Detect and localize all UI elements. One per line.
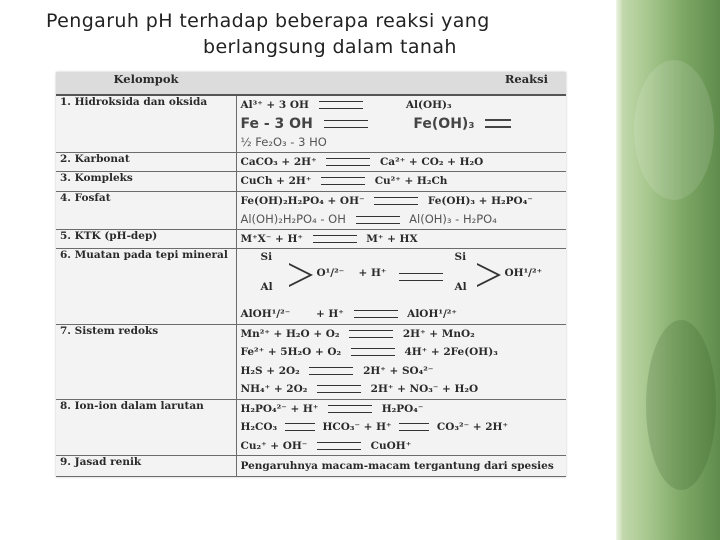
reaction-right: 2H⁺ + NO₃⁻ + H₂O — [370, 383, 479, 395]
reaction-right: Cu²⁺ + H₂Ch — [374, 175, 448, 187]
table-header-row — [56, 72, 566, 95]
table-row — [56, 324, 566, 399]
group-label: 4. Fosfat — [56, 191, 236, 229]
reaction-left: H₂PO₄²⁻ + H⁺ — [240, 402, 319, 415]
reaction-right: CuOH⁺ — [370, 439, 412, 452]
reaction-cell — [236, 324, 566, 399]
charge-left: O¹/²⁻ — [316, 267, 345, 279]
reaction-right: H₂PO₄⁻ — [381, 402, 424, 415]
si-label: Si — [454, 251, 467, 263]
equilibrium-arrow-icon — [285, 423, 315, 431]
reaction-right: CO₃²⁻ + 2H⁺ — [436, 421, 509, 433]
reaction-left: CaCO₃ + 2H⁺ — [240, 155, 317, 168]
reaction-right: M⁺ + HX — [366, 232, 418, 245]
table-row — [56, 172, 566, 192]
table-row — [56, 399, 566, 456]
reaction-left: Al(OH)₂H₂PO₄ - OH — [240, 212, 346, 226]
reaction-table — [56, 72, 566, 477]
reaction-right: 4H⁺ + 2Fe(OH)₃ — [404, 346, 498, 358]
plus-proton: + H⁺ — [358, 267, 387, 279]
reaction-cell — [236, 191, 566, 229]
reaction-left: ½ Fe₂O₃ - 3 HO — [240, 135, 327, 149]
equilibrium-arrow-icon — [349, 330, 393, 338]
reaction-cell — [236, 456, 566, 477]
group-label: 1. Hidroksida dan oksida — [56, 95, 236, 152]
sidebar-highlight — [634, 60, 714, 200]
reaction-right: AlOH¹/²⁺ — [407, 308, 457, 320]
slide-title — [0, 8, 620, 60]
equilibrium-arrow-icon — [317, 442, 361, 450]
equilibrium-arrow-icon — [313, 235, 357, 243]
equilibrium-arrow-icon — [399, 273, 443, 281]
sidebar-shadow — [646, 320, 716, 490]
reaction-cell — [236, 152, 566, 172]
reaction-left: AlOH¹/²⁻ — [240, 308, 291, 320]
mineral-edge-diagram — [241, 249, 563, 305]
reaction-right: Ca²⁺ + CO₂ + H₂O — [379, 155, 484, 168]
reaction-left: H₂S + 2O₂ — [240, 364, 300, 377]
group-label: 8. Ion-ion dalam larutan — [56, 399, 236, 456]
reaction-left: NH₄⁺ + 2O₂ — [240, 383, 308, 395]
reaction-left: Al³⁺ + 3 OH — [240, 99, 309, 111]
charge-right: OH¹/²⁺ — [504, 267, 543, 279]
al-label: Al — [260, 281, 273, 293]
reaction-left: Fe - 3 OH — [240, 115, 313, 132]
al-label: Al — [454, 281, 467, 293]
reaction-left: Fe(OH)₂H₂PO₄ + OH⁻ — [240, 194, 365, 207]
group-label: 5. KTK (pH-dep) — [56, 229, 236, 249]
equilibrium-arrow-icon — [317, 385, 361, 393]
reaction-right: Fe(OH)₃ — [413, 115, 475, 132]
table-row — [56, 191, 566, 229]
bracket-icon — [477, 263, 501, 287]
reaction-left: M⁺X⁻ + H⁺ — [240, 232, 303, 245]
bracket-icon — [289, 263, 313, 287]
reaction-cell — [236, 399, 566, 456]
equilibrium-arrow-icon — [351, 348, 395, 356]
equilibrium-arrow-icon — [354, 310, 398, 318]
title-line-1: Pengaruh pH terhadap beberapa reaksi yang — [46, 10, 490, 32]
table-row — [56, 249, 566, 325]
equilibrium-arrow-icon — [328, 405, 372, 413]
reaction-right: 2H⁺ + MnO₂ — [402, 327, 475, 340]
title-line-2: berlangsung dalam tanah — [203, 36, 457, 58]
reaction-left: CuCh + 2H⁺ — [240, 175, 312, 187]
reaction-right: Al(OH)₃ - H₂PO₄ — [409, 212, 497, 226]
reaction-cell — [236, 229, 566, 249]
equilibrium-arrow-icon — [321, 177, 365, 185]
equals-icon — [485, 119, 511, 128]
si-label: Si — [260, 251, 273, 263]
equilibrium-arrow-icon — [356, 216, 400, 224]
header-kelompok: Kelompok — [56, 72, 236, 95]
equilibrium-arrow-icon — [399, 423, 429, 431]
reaction-right: Fe(OH)₃ + H₂PO₄⁻ — [427, 194, 533, 207]
equilibrium-arrow-icon — [326, 158, 370, 166]
group-label: 6. Muatan pada tepi mineral — [56, 249, 236, 325]
group-label: 3. Kompleks — [56, 172, 236, 192]
reaction-mid: HCO₃⁻ + H⁺ — [322, 421, 392, 433]
table-row — [56, 229, 566, 249]
equilibrium-arrow-icon — [319, 101, 363, 109]
decorative-sidebar — [616, 0, 720, 540]
reaction-left: Fe²⁺ + 5H₂O + O₂ — [240, 346, 342, 358]
reaction-right: 2H⁺ + SO₄²⁻ — [363, 364, 434, 377]
reaction-left: Mn²⁺ + H₂O + O₂ — [240, 327, 340, 340]
plus-proton: + H⁺ — [315, 308, 344, 320]
reaction-right: Al(OH)₃ — [405, 99, 452, 111]
equilibrium-arrow-icon — [309, 367, 353, 375]
table-row — [56, 152, 566, 172]
table-row — [56, 95, 566, 152]
header-reaksi: Reaksi — [236, 72, 566, 95]
equilibrium-arrow-icon — [324, 120, 368, 128]
group-label: 9. Jasad renik — [56, 456, 236, 477]
table-row — [56, 456, 566, 477]
reaction-text: Pengaruhnya macam-macam tergantung dari spesies — [240, 460, 554, 472]
reaction-cell — [236, 249, 566, 325]
group-label: 7. Sistem redoks — [56, 324, 236, 399]
equilibrium-arrow-icon — [374, 197, 418, 205]
reaction-cell — [236, 95, 566, 152]
reaction-left: Cu₂⁺ + OH⁻ — [240, 439, 308, 452]
reaction-cell — [236, 172, 566, 192]
group-label: 2. Karbonat — [56, 152, 236, 172]
reaction-left: H₂CO₃ — [240, 421, 278, 433]
